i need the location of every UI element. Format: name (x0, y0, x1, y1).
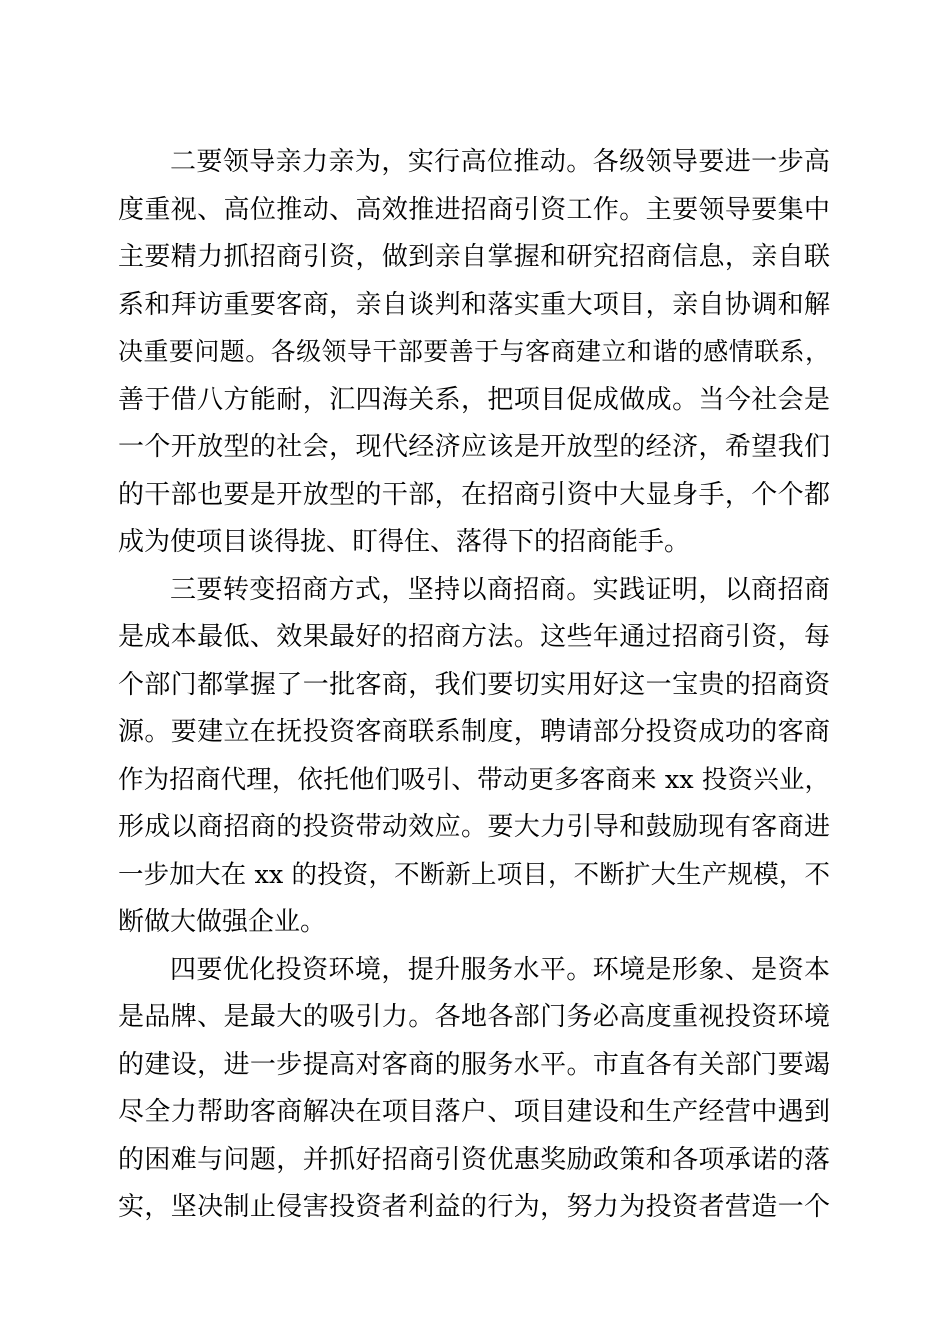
paragraph-2-line-3: 个部门都掌握了一批客商，我们要切实用好这一宝贵的招商资 (118, 670, 830, 700)
paragraph-1-line-1: 二要领导亲力亲为，实行高位推动。各级领导要进一步高 (170, 147, 830, 177)
paragraph-1-line-9: 成为使项目谈得拢、盯得住、落得下的招商能手。 (118, 527, 691, 557)
paragraph-1-line-2: 度重视、高位推动、高效推进招商引资工作。主要领导要集中 (118, 195, 830, 225)
paragraph-3-line-5: 的困难与问题，并抓好招商引资优惠奖励政策和各项承诺的落 (118, 1145, 830, 1175)
paragraph-2-line-7: 一步加大在 xx 的投资，不断新上项目，不断扩大生产规模，不 (118, 860, 830, 890)
paragraph-3-line-3: 的建设，进一步提高对客商的服务水平。市直各有关部门要竭 (118, 1050, 830, 1080)
paragraph-3-line-4: 尽全力帮助客商解决在项目落户、项目建设和生产经营中遇到 (118, 1097, 830, 1127)
paragraph-3-line-2: 是品牌、是最大的吸引力。各地各部门务必高度重视投资环境 (118, 1002, 830, 1032)
paragraph-1-line-6: 善于借八方能耐，汇四海关系，把项目促成做成。当今社会是 (118, 385, 830, 415)
paragraph-2-line-6: 形成以商招商的投资带动效应。要大力引导和鼓励现有客商进 (118, 812, 830, 842)
paragraph-2-line-5: 作为招商代理，依托他们吸引、带动更多客商来 xx 投资兴业， (118, 765, 830, 795)
paragraph-1-line-3: 主要精力抓招商引资，做到亲自掌握和研究招商信息，亲自联 (118, 242, 830, 272)
paragraph-1-line-4: 系和拜访重要客商，亲自谈判和落实重大项目，亲自协调和解 (118, 290, 830, 320)
paragraph-1-line-7: 一个开放型的社会，现代经济应该是开放型的经济，希望我们 (118, 432, 830, 462)
paragraph-2-line-2: 是成本最低、效果最好的招商方法。这些年通过招商引资，每 (118, 622, 830, 652)
paragraph-2-line-4: 源。要建立在抚投资客商联系制度，聘请部分投资成功的客商 (118, 717, 830, 747)
paragraph-3-line-6: 实，坚决制止侵害投资者利益的行为，努力为投资者营造一个 (118, 1192, 830, 1222)
paragraph-3-line-1: 四要优化投资环境，提升服务水平。环境是形象、是资本 (170, 955, 830, 985)
paragraph-2-line-1: 三要转变招商方式，坚持以商招商。实践证明，以商招商 (170, 575, 830, 605)
paragraph-2-line-8: 断做大做强企业。 (118, 907, 327, 937)
paragraph-1-line-5: 决重要问题。各级领导干部要善于与客商建立和谐的感情联系， (118, 337, 830, 366)
paragraph-1-line-8: 的干部也要是开放型的干部，在招商引资中大显身手，个个都 (118, 480, 830, 510)
